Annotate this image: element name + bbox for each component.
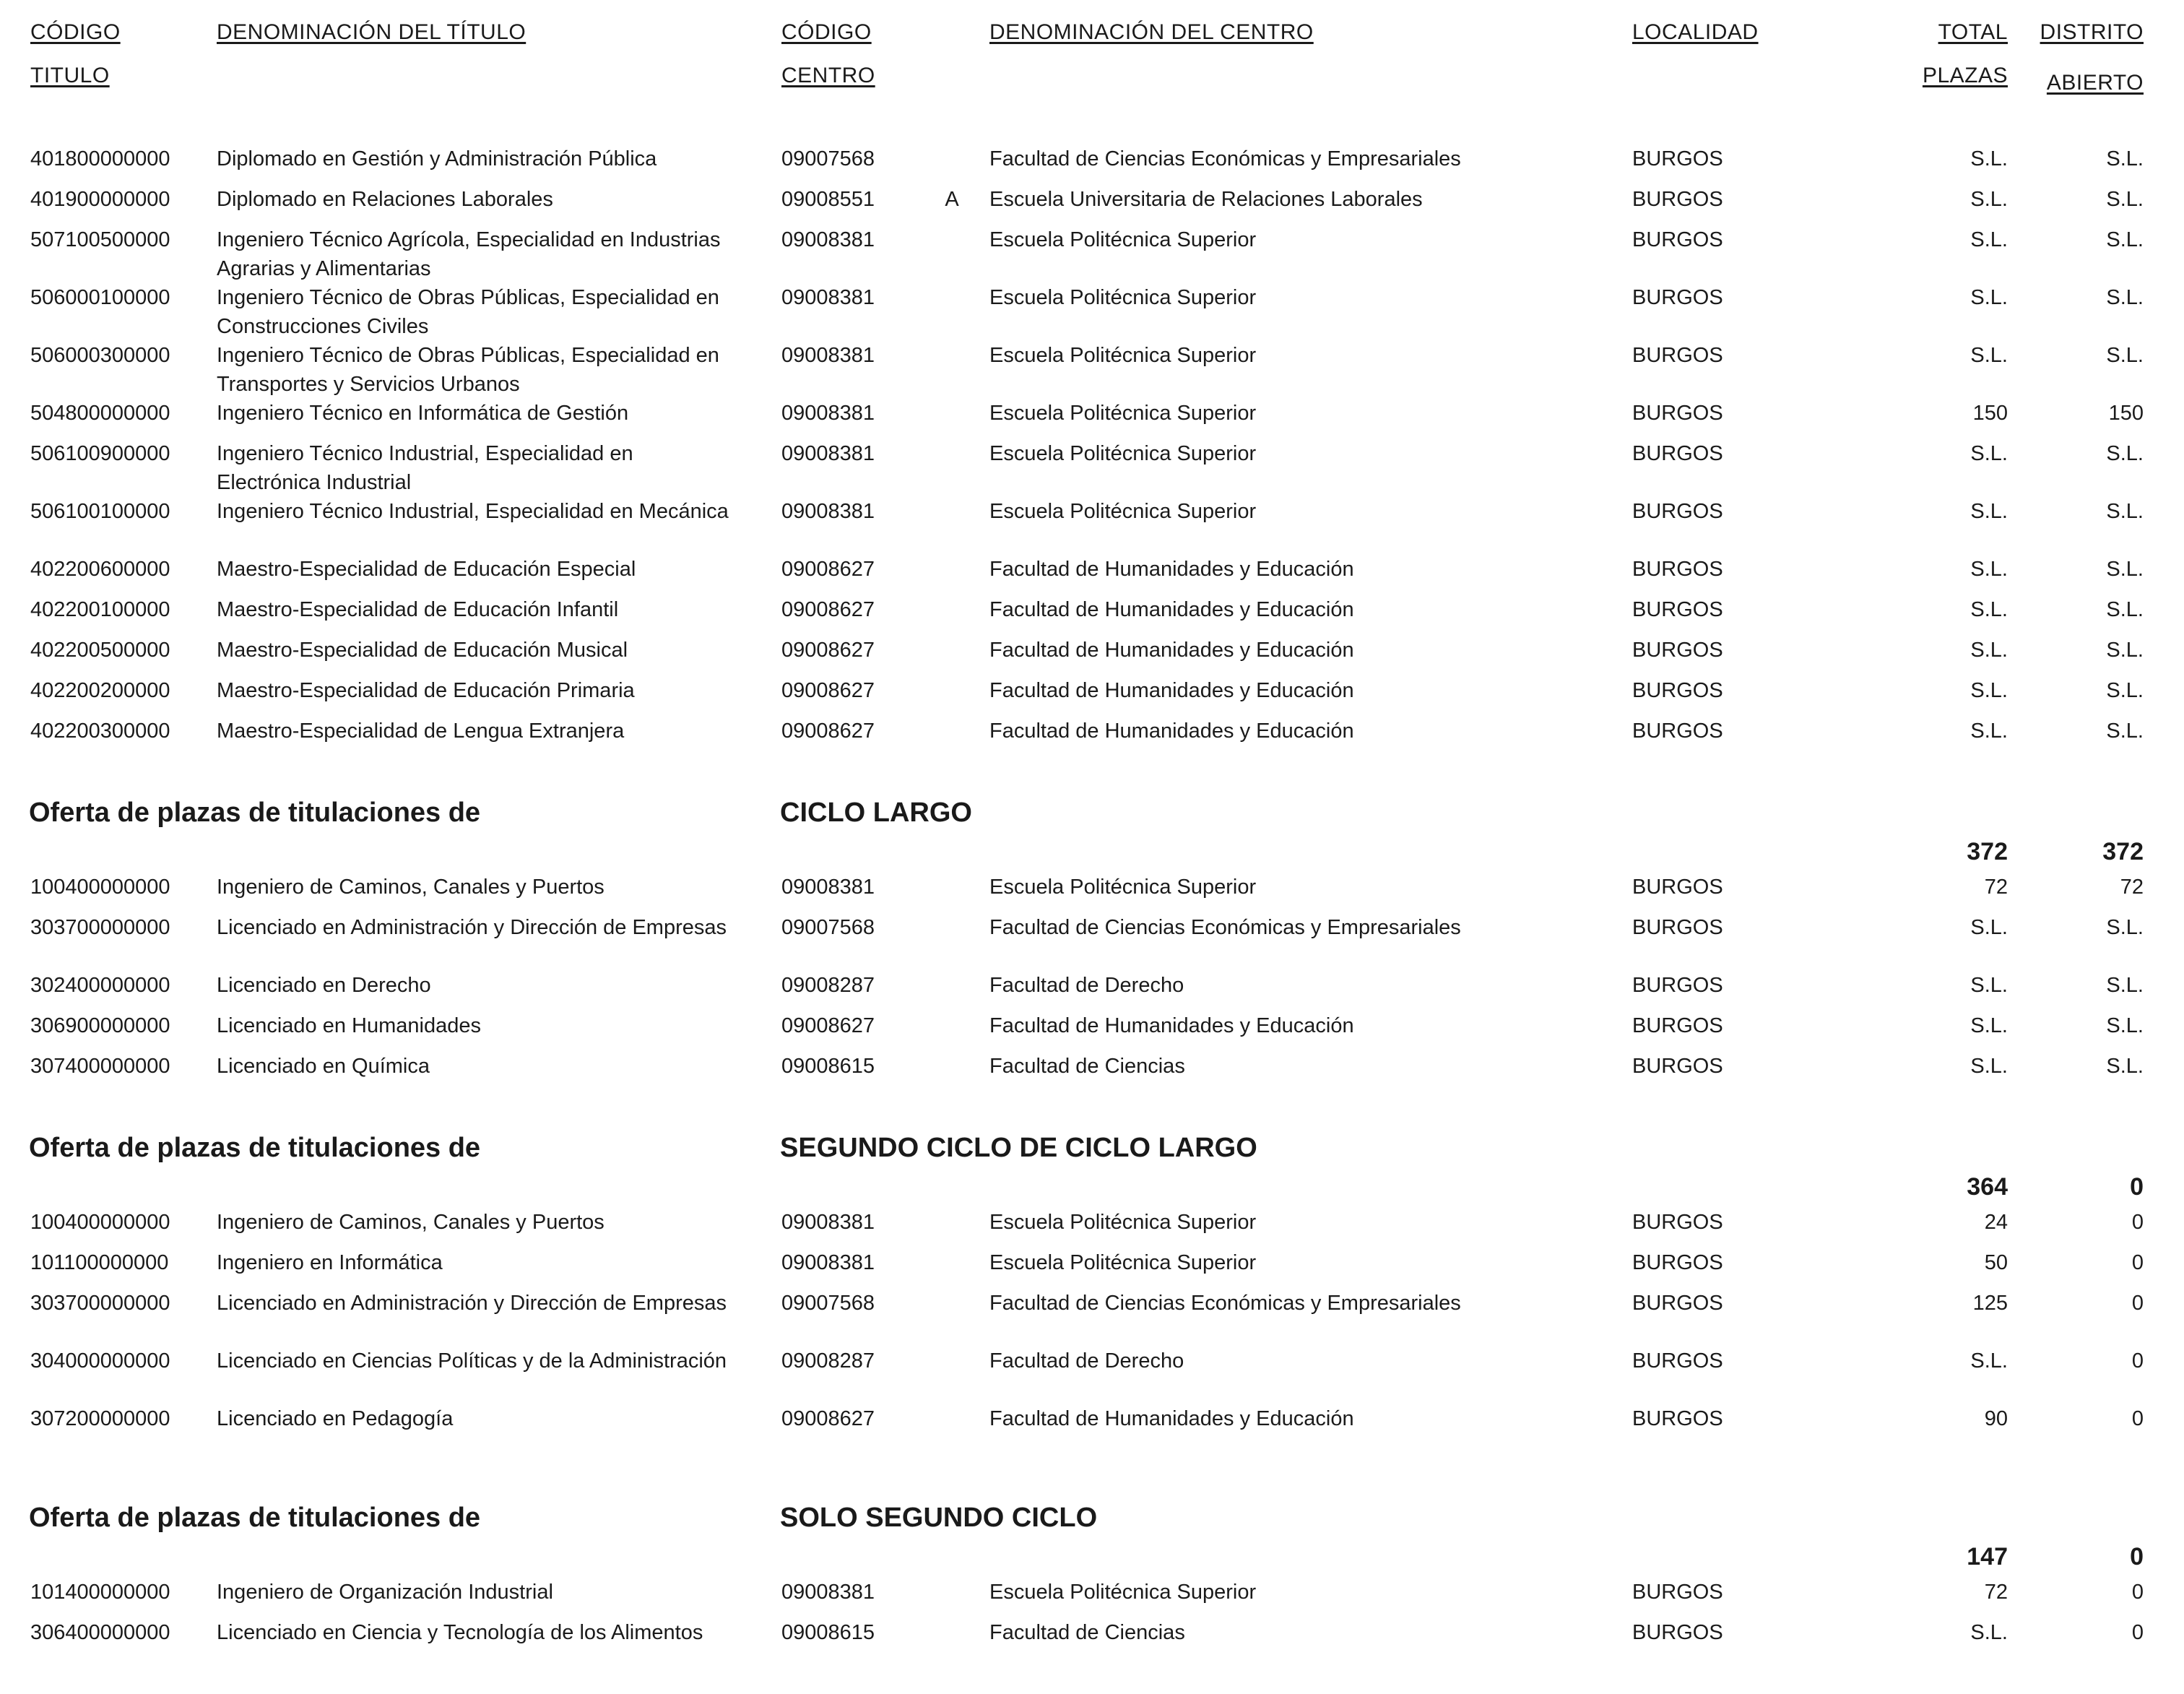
- section-total-plazas: 147: [1967, 1543, 2008, 1570]
- distrito-abierto-cell: S.L.: [2106, 442, 2144, 465]
- denominacion-centro-cell: Facultad de Ciencias: [989, 1621, 1185, 1644]
- header-total-plazas: [1878, 20, 2008, 87]
- localidad-cell: BURGOS: [1632, 1621, 1723, 1644]
- codigo-titulo-cell: 100400000000: [30, 876, 170, 899]
- total-plazas-cell: 24: [1984, 1211, 2008, 1234]
- codigo-centro-cell: 09008381: [781, 1581, 875, 1604]
- codigo-titulo-cell: 307400000000: [30, 1055, 170, 1078]
- total-plazas-cell: S.L.: [1970, 500, 2008, 523]
- section-lead-text: Oferta de plazas de titulaciones de: [29, 798, 481, 828]
- denominacion-titulo-cell: Ingeniero Técnico de Obras Públicas, Especialidad en Construcciones Civiles: [217, 286, 719, 338]
- codigo-centro-cell: 09008381: [781, 228, 875, 251]
- denominacion-titulo-cell: Licenciado en Pedagogía: [217, 1407, 454, 1430]
- distrito-abierto-cell: S.L.: [2106, 974, 2144, 997]
- codigo-centro-cell: 09008615: [781, 1055, 875, 1078]
- denominacion-centro-cell: Facultad de Humanidades y Educación: [989, 719, 1354, 743]
- codigo-titulo-cell: 504800000000: [30, 402, 170, 425]
- localidad-cell: BURGOS: [1632, 1251, 1723, 1274]
- localidad-cell: BURGOS: [1632, 1581, 1723, 1604]
- localidad-cell: BURGOS: [1632, 876, 1723, 899]
- codigo-titulo-cell: 307200000000: [30, 1407, 170, 1430]
- distrito-abierto-cell: S.L.: [2106, 598, 2144, 621]
- denominacion-titulo-cell: Diplomado en Gestión y Administración Pública: [217, 147, 657, 170]
- header-denominacion-titulo-text: DENOMINACIÓN DEL TÍTULO: [217, 20, 526, 44]
- distrito-abierto-cell: S.L.: [2106, 344, 2144, 367]
- distrito-abierto-cell: 0: [2131, 1407, 2144, 1430]
- codigo-titulo-cell: 507100500000: [30, 228, 170, 251]
- denominacion-titulo-cell: Diplomado en Relaciones Laborales: [217, 188, 553, 211]
- denominacion-titulo-cell: Ingeniero de Caminos, Canales y Puertos: [217, 1211, 604, 1234]
- denominacion-centro-cell: Escuela Politécnica Superior: [989, 876, 1257, 899]
- section-total-plazas: 372: [1967, 838, 2008, 865]
- codigo-centro-cell: 09008381: [781, 1251, 875, 1274]
- localidad-cell: BURGOS: [1632, 1292, 1723, 1315]
- distrito-abierto-cell: S.L.: [2106, 916, 2144, 939]
- codigo-titulo-cell: 402200200000: [30, 679, 170, 702]
- localidad-cell: BURGOS: [1632, 598, 1723, 621]
- denominacion-titulo-cell: Licenciado en Humanidades: [217, 1014, 481, 1037]
- denominacion-centro-cell: Facultad de Ciencias Económicas y Empresariales: [989, 147, 1461, 170]
- section-total-distrito: 0: [2130, 1173, 2144, 1201]
- localidad-cell: BURGOS: [1632, 679, 1723, 702]
- section-total-distrito: 0: [2130, 1543, 2144, 1570]
- denominacion-centro-cell: Facultad de Humanidades y Educación: [989, 639, 1354, 662]
- denominacion-centro-cell: Facultad de Derecho: [989, 974, 1184, 997]
- denominacion-centro-cell: Facultad de Humanidades y Educación: [989, 598, 1354, 621]
- distrito-abierto-cell: 150: [2108, 402, 2144, 425]
- codigo-titulo-cell: 402200300000: [30, 719, 170, 743]
- total-plazas-cell: 125: [1972, 1292, 2008, 1315]
- header-distrito-abierto-line1: DISTRITO: [2040, 20, 2144, 44]
- distrito-abierto-cell: 72: [2120, 876, 2144, 899]
- codigo-centro-cell: 09008381: [781, 286, 875, 309]
- header-localidad-text: LOCALIDAD: [1632, 20, 1759, 44]
- denominacion-titulo-cell: Licenciado en Administración y Dirección de Empresas: [217, 1292, 727, 1315]
- header-codigo-titulo: [30, 20, 204, 87]
- localidad-cell: BURGOS: [1632, 147, 1723, 170]
- section-total-distrito: 372: [2102, 838, 2144, 865]
- total-plazas-cell: S.L.: [1970, 558, 2008, 581]
- distrito-abierto-cell: 0: [2131, 1251, 2144, 1274]
- total-plazas-cell: 72: [1984, 876, 2008, 899]
- denominacion-centro-cell: Facultad de Derecho: [989, 1349, 1184, 1373]
- header-distrito-abierto: [2037, 20, 2144, 95]
- localidad-cell: BURGOS: [1632, 974, 1723, 997]
- localidad-cell: BURGOS: [1632, 1407, 1723, 1430]
- distrito-abierto-cell: 0: [2131, 1211, 2144, 1234]
- codigo-titulo-cell: 402200500000: [30, 639, 170, 662]
- distrito-abierto-cell: S.L.: [2106, 286, 2144, 309]
- codigo-titulo-cell: 506100900000: [30, 442, 170, 465]
- total-plazas-cell: S.L.: [1970, 598, 2008, 621]
- total-plazas-cell: 90: [1984, 1407, 2008, 1430]
- codigo-titulo-cell: 304000000000: [30, 1349, 170, 1373]
- codigo-titulo-cell: 302400000000: [30, 974, 170, 997]
- denominacion-centro-cell: Escuela Politécnica Superior: [989, 228, 1257, 251]
- codigo-titulo-cell: 402200100000: [30, 598, 170, 621]
- section-name: SEGUNDO CICLO DE CICLO LARGO: [780, 1133, 1257, 1163]
- codigo-titulo-cell: 306900000000: [30, 1014, 170, 1037]
- section-total-plazas: 364: [1967, 1173, 2008, 1201]
- denominacion-titulo-cell: Ingeniero de Caminos, Canales y Puertos: [217, 876, 604, 899]
- total-plazas-cell: S.L.: [1970, 147, 2008, 170]
- distrito-abierto-cell: S.L.: [2106, 639, 2144, 662]
- codigo-centro-cell: 09007568: [781, 1292, 875, 1315]
- distrito-abierto-cell: 0: [2131, 1581, 2144, 1604]
- denominacion-centro-cell: Escuela Politécnica Superior: [989, 286, 1257, 309]
- total-plazas-cell: S.L.: [1970, 916, 2008, 939]
- denominacion-titulo-cell: Ingeniero Técnico de Obras Públicas, Especialidad en Transportes y Servicios Urbanos: [217, 344, 719, 396]
- denominacion-titulo-cell: Licenciado en Ciencias Políticas y de la Administración: [217, 1349, 727, 1373]
- denominacion-centro-cell: Facultad de Humanidades y Educación: [989, 1014, 1354, 1037]
- codigo-centro-cell: 09008627: [781, 719, 875, 743]
- codigo-centro-cell: 09008381: [781, 500, 875, 523]
- distrito-abierto-cell: 0: [2131, 1292, 2144, 1315]
- denominacion-titulo-cell: Ingeniero de Organización Industrial: [217, 1581, 553, 1604]
- denominacion-centro-cell: Escuela Politécnica Superior: [989, 402, 1257, 425]
- distrito-abierto-cell: S.L.: [2106, 228, 2144, 251]
- distrito-abierto-cell: S.L.: [2106, 500, 2144, 523]
- section-lead-text: Oferta de plazas de titulaciones de: [29, 1503, 481, 1533]
- distrito-abierto-cell: S.L.: [2106, 719, 2144, 743]
- total-plazas-cell: S.L.: [1970, 442, 2008, 465]
- localidad-cell: BURGOS: [1632, 344, 1723, 367]
- denominacion-centro-cell: Escuela Politécnica Superior: [989, 500, 1257, 523]
- codigo-centro-cell: 09008627: [781, 1014, 875, 1037]
- header-localidad: [1632, 20, 1834, 45]
- localidad-cell: BURGOS: [1632, 1055, 1723, 1078]
- codigo-centro-cell: 09008551: [781, 188, 875, 211]
- codigo-titulo-cell: 506100100000: [30, 500, 170, 523]
- centro-flag-cell: A: [945, 188, 959, 211]
- header-codigo-centro-line2: CENTRO: [781, 64, 875, 87]
- distrito-abierto-cell: 0: [2131, 1621, 2144, 1644]
- total-plazas-cell: 50: [1984, 1251, 2008, 1274]
- codigo-centro-cell: 09008381: [781, 1211, 875, 1234]
- total-plazas-cell: S.L.: [1970, 1055, 2008, 1078]
- codigo-centro-cell: 09008627: [781, 679, 875, 702]
- denominacion-titulo-cell: Ingeniero en Informática: [217, 1251, 443, 1274]
- denominacion-centro-cell: Facultad de Ciencias Económicas y Empresariales: [989, 916, 1461, 939]
- header-codigo-centro-line1: CÓDIGO: [781, 20, 872, 44]
- denominacion-titulo-cell: Licenciado en Ciencia y Tecnología de los Alimentos: [217, 1621, 703, 1644]
- localidad-cell: BURGOS: [1632, 442, 1723, 465]
- localidad-cell: BURGOS: [1632, 1349, 1723, 1373]
- denominacion-centro-cell: Escuela Politécnica Superior: [989, 1251, 1257, 1274]
- denominacion-titulo-cell: Ingeniero Técnico Industrial, Especialidad en Electrónica Industrial: [217, 442, 633, 494]
- denominacion-centro-cell: Escuela Politécnica Superior: [989, 1211, 1257, 1234]
- denominacion-titulo-cell: Ingeniero Técnico en Informática de Gestión: [217, 402, 629, 425]
- total-plazas-cell: S.L.: [1970, 679, 2008, 702]
- codigo-titulo-cell: 401900000000: [30, 188, 170, 211]
- denominacion-titulo-cell: Ingeniero Técnico Industrial, Especialidad en Mecánica: [217, 500, 729, 523]
- codigo-centro-cell: 09008381: [781, 344, 875, 367]
- distrito-abierto-cell: S.L.: [2106, 147, 2144, 170]
- denominacion-centro-cell: Facultad de Ciencias Económicas y Empresariales: [989, 1292, 1461, 1315]
- header-codigo-titulo-line1: CÓDIGO: [30, 20, 121, 44]
- distrito-abierto-cell: 0: [2131, 1349, 2144, 1373]
- denominacion-titulo-cell: Maestro-Especialidad de Educación Especial: [217, 558, 636, 581]
- codigo-titulo-cell: 303700000000: [30, 916, 170, 939]
- header-denominacion-centro: [989, 20, 1603, 45]
- header-codigo-titulo-line2: TITULO: [30, 64, 110, 87]
- denominacion-centro-cell: Escuela Politécnica Superior: [989, 344, 1257, 367]
- total-plazas-cell: S.L.: [1970, 1014, 2008, 1037]
- codigo-titulo-cell: 101400000000: [30, 1581, 170, 1604]
- codigo-centro-cell: 09007568: [781, 147, 875, 170]
- denominacion-centro-cell: Escuela Universitaria de Relaciones Laborales: [989, 188, 1423, 211]
- codigo-centro-cell: 09008381: [781, 442, 875, 465]
- denominacion-centro-cell: Facultad de Humanidades y Educación: [989, 679, 1354, 702]
- codigo-titulo-cell: 100400000000: [30, 1211, 170, 1234]
- denominacion-titulo-cell: Licenciado en Administración y Dirección de Empresas: [217, 916, 727, 939]
- localidad-cell: BURGOS: [1632, 916, 1723, 939]
- header-denominacion-titulo: [217, 20, 737, 45]
- denominacion-centro-cell: Facultad de Humanidades y Educación: [989, 1407, 1354, 1430]
- codigo-centro-cell: 09008627: [781, 558, 875, 581]
- header-total-plazas-line2: PLAZAS: [1922, 64, 2008, 87]
- denominacion-titulo-cell: Maestro-Especialidad de Educación Primaria: [217, 679, 635, 702]
- total-plazas-cell: S.L.: [1970, 1621, 2008, 1644]
- denominacion-titulo-cell: Maestro-Especialidad de Educación Musical: [217, 639, 628, 662]
- distrito-abierto-cell: S.L.: [2106, 1055, 2144, 1078]
- denominacion-centro-cell: Escuela Politécnica Superior: [989, 442, 1257, 465]
- localidad-cell: BURGOS: [1632, 719, 1723, 743]
- denominacion-centro-cell: Escuela Politécnica Superior: [989, 1581, 1257, 1604]
- section-name: CICLO LARGO: [780, 798, 972, 828]
- denominacion-titulo-cell: Maestro-Especialidad de Educación Infantil: [217, 598, 619, 621]
- distrito-abierto-cell: S.L.: [2106, 558, 2144, 581]
- codigo-titulo-cell: 303700000000: [30, 1292, 170, 1315]
- header-denominacion-centro-text: DENOMINACIÓN DEL CENTRO: [989, 20, 1314, 44]
- total-plazas-cell: S.L.: [1970, 639, 2008, 662]
- denominacion-titulo-cell: Licenciado en Derecho: [217, 974, 431, 997]
- codigo-titulo-cell: 506000100000: [30, 286, 170, 309]
- localidad-cell: BURGOS: [1632, 228, 1723, 251]
- total-plazas-cell: 150: [1972, 402, 2008, 425]
- codigo-centro-cell: 09008627: [781, 639, 875, 662]
- codigo-centro-cell: 09008627: [781, 598, 875, 621]
- distrito-abierto-cell: S.L.: [2106, 1014, 2144, 1037]
- localidad-cell: BURGOS: [1632, 286, 1723, 309]
- total-plazas-cell: S.L.: [1970, 344, 2008, 367]
- codigo-centro-cell: 09008287: [781, 1349, 875, 1373]
- total-plazas-cell: S.L.: [1970, 1349, 2008, 1373]
- codigo-centro-cell: 09008381: [781, 876, 875, 899]
- denominacion-titulo-cell: Licenciado en Química: [217, 1055, 430, 1078]
- denominacion-centro-cell: Facultad de Humanidades y Educación: [989, 558, 1354, 581]
- localidad-cell: BURGOS: [1632, 1211, 1723, 1234]
- denominacion-centro-cell: Facultad de Ciencias: [989, 1055, 1185, 1078]
- codigo-titulo-cell: 506000300000: [30, 344, 170, 367]
- total-plazas-cell: S.L.: [1970, 228, 2008, 251]
- codigo-centro-cell: 09008287: [781, 974, 875, 997]
- total-plazas-cell: S.L.: [1970, 188, 2008, 211]
- localidad-cell: BURGOS: [1632, 639, 1723, 662]
- codigo-titulo-cell: 402200600000: [30, 558, 170, 581]
- codigo-centro-cell: 09008615: [781, 1621, 875, 1644]
- distrito-abierto-cell: S.L.: [2106, 679, 2144, 702]
- header-distrito-abierto-line2: ABIERTO: [2046, 71, 2144, 95]
- localidad-cell: BURGOS: [1632, 1014, 1723, 1037]
- codigo-centro-cell: 09007568: [781, 916, 875, 939]
- codigo-centro-cell: 09008627: [781, 1407, 875, 1430]
- distrito-abierto-cell: S.L.: [2106, 188, 2144, 211]
- codigo-titulo-cell: 401800000000: [30, 147, 170, 170]
- denominacion-titulo-cell: Ingeniero Técnico Agrícola, Especialidad en Industrias Agrarias y Alimentarias: [217, 228, 721, 280]
- section-name: SOLO SEGUNDO CICLO: [780, 1503, 1098, 1533]
- localidad-cell: BURGOS: [1632, 500, 1723, 523]
- codigo-titulo-cell: 306400000000: [30, 1621, 170, 1644]
- header-codigo-centro: [781, 20, 926, 87]
- localidad-cell: BURGOS: [1632, 558, 1723, 581]
- codigo-titulo-cell: 101100000000: [30, 1251, 169, 1274]
- codigo-centro-cell: 09008381: [781, 402, 875, 425]
- section-lead-text: Oferta de plazas de titulaciones de: [29, 1133, 481, 1163]
- header-total-plazas-line1: TOTAL: [1938, 20, 2008, 44]
- total-plazas-cell: S.L.: [1970, 974, 2008, 997]
- denominacion-titulo-cell: Maestro-Especialidad de Lengua Extranjera: [217, 719, 625, 743]
- total-plazas-cell: 72: [1984, 1581, 2008, 1604]
- total-plazas-cell: S.L.: [1970, 719, 2008, 743]
- column-header: [0, 20, 2184, 100]
- total-plazas-cell: S.L.: [1970, 286, 2008, 309]
- localidad-cell: BURGOS: [1632, 402, 1723, 425]
- localidad-cell: BURGOS: [1632, 188, 1723, 211]
